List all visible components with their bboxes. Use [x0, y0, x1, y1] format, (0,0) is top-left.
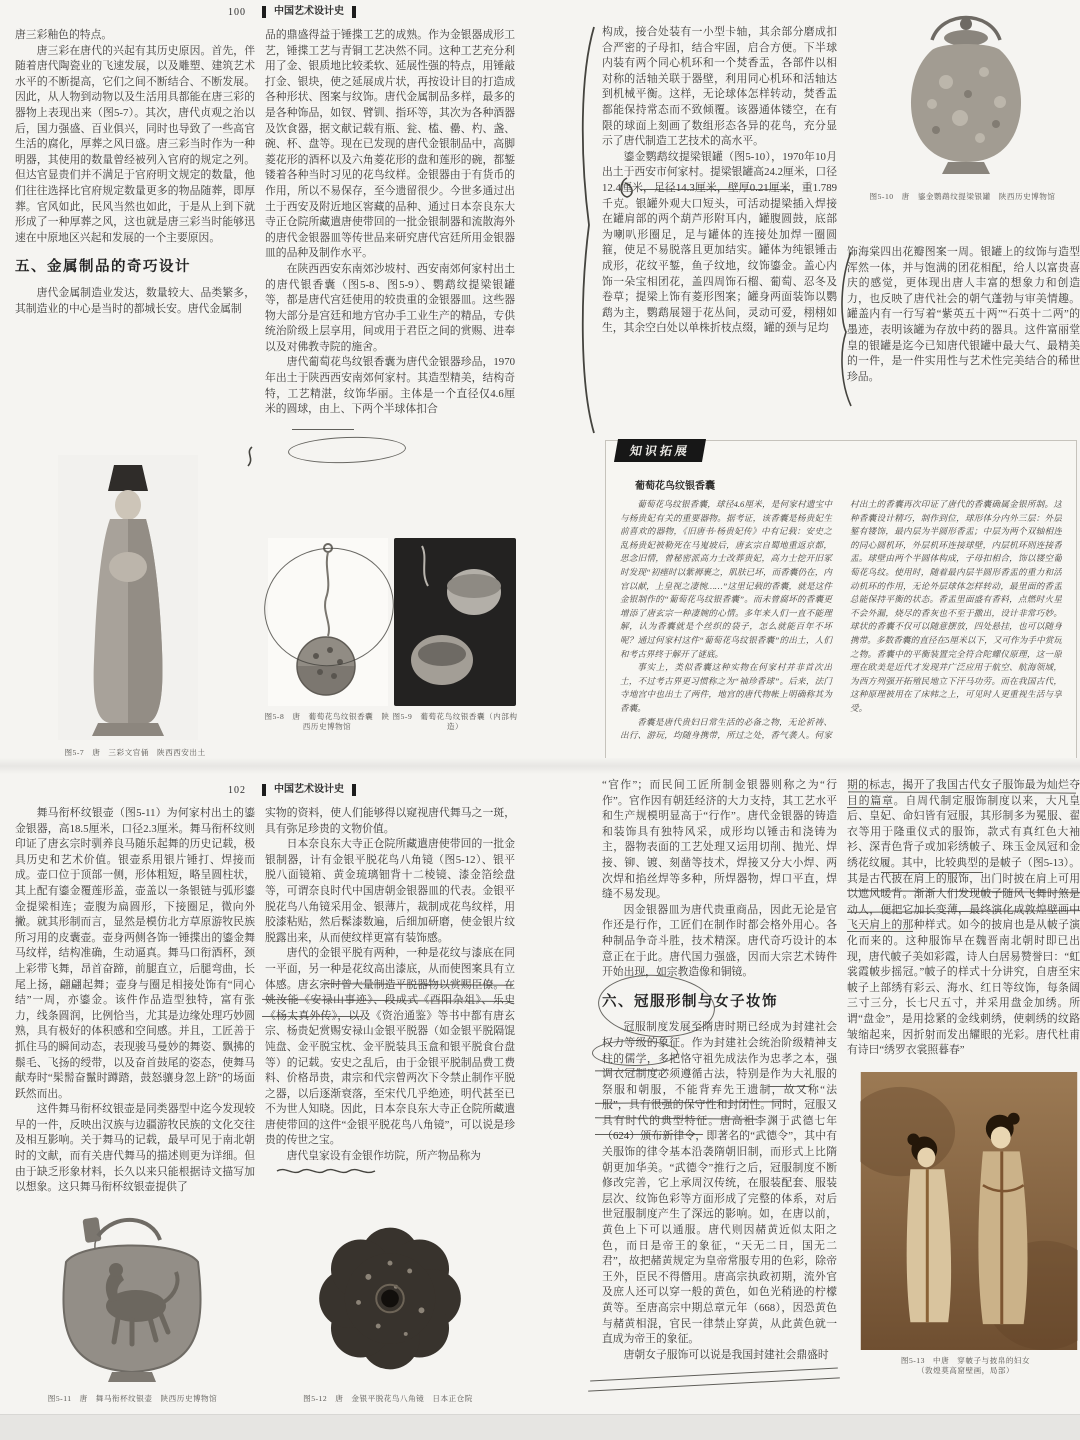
- body-paragraph: 葡萄花鸟纹银香囊，球径4.6厘米，是何家村遗宝中与杨贵妃有关的重要器物。据考证，该香囊是杨贵妃生前喜欢的器物，《旧唐书·杨贵妃传》中有记载：安史之乱杨贵妃被勒死在马嵬坡后，唐玄宗自蜀地重返京都，思念旧情，曾秘密派高力士改葬贵妃，高力士挖开旧冢时发现“初瘗时以紫褥裹之，肌肤已坏，而香囊仍在，内官以献，上皇视之凄惋……”这里记载的香囊，就是这件金银制作的“葡萄花鸟纹银香囊”。而未曾腐坏的香囊更增添了唐玄宗一种凄婉的心情。多年来人们一直不能理解，认为香囊就是个丝织的袋子，怎么就能百年不坏呢？通过何家村这件“葡萄花鸟纹银香囊”的出土，人们和考古界终于解开了谜底。: [620, 499, 832, 659]
- p101-column-1: [602, 25, 837, 437]
- body-paragraph: 香囊是唐代贵妇日常生活的必备之物，无论祈祷、出行、游玩，均随身携带，所过之处，香气袭人。何家村出土的香囊再次印证了唐代的香囊确属金银所制。这种香囊设计精巧，制作到位，球形体分内外三层：外层錾有镂饰，最内层为半圆形香盂；中层为两个双轴相连的同心圆机环，外层机环连接球壁，内层机环则连接香盂。球壁由两个半圆体构成，子母扣相合，饰以镂空葡萄花鸟纹。使用时，随着最内层半圆形香盂的重力和活动机环的作用，无论外层球体怎样转动，最里面的香盂总能保持平衡的状态。香盂里面盛有香料，点燃时火星不会外漏，烧尽的香灰也不至于撒出，设计非常巧妙。球状的香囊不仅可以随意摆放，四处悬挂，也可以随身携带。多数香囊的直径在5厘米以下，又可作为手中赏玩之物。香囊中的平衡装置完全符合陀螺仪原理，这一原理在欧美是近代才发现并广泛应用于航空、航海领域，为西方列强开拓殖民地立下汗马功劳。而在我国古代，这种原理被用在了床帏之上，可见时人更重视生活与享受。: [620, 499, 1062, 741]
- body-paragraph: 因金银器皿为唐代贵重商品，因此无论是官作还是行作，工匠们在制作时都会格外用心。各种制品争奇斗胜，技术精深。唐代奇巧设计的本意正在于此。唐代国力强盛，因而大宗艺术铸件开始出现，如宗教造像和铜镜。: [602, 903, 837, 979]
- p102-column-1: [15, 806, 255, 1206]
- p103-column-2: [847, 778, 1080, 1068]
- section-heading-6: 六、冠服形制与女子妆饰: [602, 993, 778, 1010]
- body-paragraph: 舞马衔杯纹银壶（图5-11）为何家村出土的鎏金银器，高18.5厘米，口径2.3厘米。舞马衔杯纹则印证了唐玄宗时驯养良马随乐起舞的历史记载，极具历史和艺术价值。银壶系用银片锤打、焊接而成。壶口位于顶部一侧，形体粗短，略呈圆柱状，其上配有鎏金覆莲形盖，壶盖以一条银链与弧形鎏金提梁相连；壶腹为扁圆形，下接圈足，微向外撇。就其形制而言，显然是模仿北方草原游牧民族所习用的皮囊壶。壶身两侧各饰一锤揲出的鎏金舞马纹样，结构准确，生动逼真。舞马口衔酒杯，颈上彩带飞舞，昂首奋蹄，前腿直立，后腿弯曲，长尾上扬，翩翩起舞；壶身与圈足相接处饰有“同心结”一周，亦鎏金。该件作品造型独特，富有张力，线条圆润，比例恰当，尤其是边缘处理巧妙圆熟，具有极好的体积感和空间感。并且，工匠善于抓住马的瞬间动态，表现骏马曼妙的舞姿、飘拂的鬃毛、飞扬的绶带，以及奋首鼓尾的姿态，使舞马献寿时“髤髵奋鬣时蹲踏，鼓怒骧身忽上跻”的场面跃然而出。: [15, 807, 255, 1100]
- p101-column-2: [847, 245, 1080, 435]
- page-seam: [0, 758, 1080, 774]
- body-paragraph: 期的标志，揭开了我国古代女子服饰最为灿烂夺目的篇章。自周代制定服饰制度以来，大凡皇后、皇妃、命妇皆有冠服，其形制多为冕服、翟衣等用于隆重仪式的服饰，款式有真红色大袖衫、深青色背子或加彩绣帔子、珠玉金凤冠和金绣花纹履。其中，比较典型的是帔子（图5-13）。其是古代披在肩上的服饰，出门时披在肩上可用以遮风暖背。渐渐人们发现帔子随风飞舞时煞是动人，便把它加长变薄，最终演化成敦煌壁画中飞天肩上的那种样式。如今的披肩也是从帔子演化而来的。这种服饰早在魏晋南北朝时即已出现，唐代帔子美如彩霞，诗人白居易赞誉曰：“虹裳霞帔步摇冠。”帔子的样式十分讲究，自唐至宋帔子上部绣有彩云、海水、红日等纹饰，每条阔三寸三分，长七尺五寸，并采用盘金加绣。所谓“盘金”，是用捻紧的金线刺绣，使刺绣的纹路皱缩起来，因折射而发出耀眼的光彩。唐代杜甫有诗曰“绣罗衣裳照暮春”: [847, 779, 1080, 1057]
- figure-5-10-photo: [868, 6, 1063, 183]
- body-paragraph: 构成，接合处装有一小型卡轴，其余部分磨成扣合严密的子母扣，结合牢固，启合方便。下半球内装有两个同心机环和一个焚香盂，各部件以相对称的活轴关联于器壁，利用同心机环和活轴达到机械平衡。这样，无论球体怎样转动，焚香盂都能保持常态而不致倾覆。该器通体镂空，在有限的球面上刻画了数组形态各异的花鸟，充分显示了唐代制造工艺技术的高水平。: [602, 26, 837, 148]
- knowledge-box-label: 知识拓展: [614, 439, 706, 462]
- body-paragraph: 品的鼎盛得益于锤揲工艺的成熟。作为金银器成形工艺，锤揲工艺与青铜工艺决然不同。这种工艺充分利用了金、银质地比较柔软、延展性强的特点，用锤敲打金、银块，使之延展成片状，再按设计目的打造成各种形状、图案与纹饰。唐代金属制品多样，最多的是各种饰品，如钗、臂钏、指环等，其次为各种酒器及饮食器，据文献记载有瓶、瓮、榼、罍、杓、盏、碗、杯、盘等。现在已发现的唐代金银制品中，高脚菱花形的酒杯以及六角菱花形的盘和莲形的碗，都錾镂着各种当时习见的花鸟纹样。金银器由于有货币的作用，所以不易保存，至今遗留很少。今世多通过出土于西安及附近地区窖藏的品种、通过日本奈良东大寺正仓院所藏遣唐使带回的一批金银制器和流散海外的唐代金银器皿等传世品来研究唐代宫廷所用金银器皿的品种及制作水平。: [265, 29, 515, 260]
- figure-5-8-caption: 图5-8 唐 葡萄花鸟纹银香囊 陕西历史博物馆: [264, 712, 390, 731]
- figure-5-13-caption: 图5-13 中唐 穿帔子与披帛的妇女 （敦煌莫高窟壁画，局部）: [900, 1356, 1031, 1375]
- figure-5-7-photo: [58, 455, 198, 745]
- body-paragraph: 唐代的金银平脱有两种，一种是花纹与漆底在同一平面，另一种是花纹高出漆底，从而使图案具有立体感。唐玄宗时曾大量制造平脱器物以赏赐臣僚。在姚汝能《安禄山事迹》、段成式《酉阳杂俎》、乐史《杨太真外传》，以及《资治通鉴》等书中都有唐玄宗、杨贵妃赏赐安禄山金银平脱器（如金银平脱隔馄饨盘、金平脱宝枕、金平脱装具玉盒和银平脱食台盘等）的记载。安史之乱后，由于金银平脱制品费工费料、价格昂贵，肃宗和代宗曾两次下令禁止制作平脱之器，以后逐渐衰落，至宋代几乎绝迹，明代甚至已不为世人知晓。因此，日本奈良东大寺正仓院所藏遣唐使带回的这件“金银平脱花鸟八角镜”，可以说是珍贵的传世之宝。: [265, 947, 515, 1147]
- figure-5-10-caption: 图5-10 唐 鎏金鹦鹉纹提梁银罐 陕西历史博物馆: [869, 192, 1056, 201]
- running-title: 中国艺术设计史: [262, 6, 356, 18]
- body-paragraph: 日本奈良东大寺正仓院所藏遣唐使带回的一批金银制器，计有金银平脱花鸟八角镜（图5-12）、银平脱八面镜箱、黄金琉璃钿背十二棱镜、漆金箔绘盘等，可谓奈良时代中国唐朝金银器皿的代表。金银平脱花鸟八角镜采用金、银薄片，裁制成花鸟纹样，用胶漆粘贴，然后髹漆数遍，后细加研磨，使金银片纹脱露出来，从而使纹样更富有装饰感。: [265, 838, 515, 944]
- knowledge-expansion-box: [605, 440, 1077, 766]
- pen-squiggle: [244, 446, 256, 468]
- figure-5-12-caption: 图5-12 唐 金银平脱花鸟八角镜 日本正仓院: [303, 1394, 473, 1403]
- figure-5-11-caption: 图5-11 唐 舞马衔杯纹银壶 陕西历史博物馆: [47, 1394, 218, 1403]
- knowledge-box-text: [620, 498, 1062, 746]
- figure-5-7-caption: 图5-7 唐 三彩文官俑 陕西西安出土: [64, 748, 206, 757]
- scan-bottom-margin: [0, 1414, 1080, 1440]
- body-paragraph: 在陕西西安东南郊沙坡村、西安南郊何家村出土的唐代银香囊（图5-8、图5-9）、鹦鹉纹提梁银罐等，都是唐代宫廷使用的较贵重的金银器皿。这些器物大部分是宫廷和地方官办手工业生产的精品，专供统治阶级上层享用，间或用于君臣之间的赏赐、进奉以及对佛教寺院的施舍。: [265, 262, 515, 353]
- p100-column-1: [15, 28, 255, 448]
- body-paragraph: 实物的资料，使人们能够得以窥视唐代舞马之一斑，具有弥足珍贵的文物价值。: [265, 807, 515, 835]
- page-header-100: [228, 6, 356, 18]
- knowledge-box-title: 葡萄花鸟纹银香囊: [635, 481, 715, 492]
- body-paragraph: 唐代葡萄花鸟纹银香囊为唐代金银器珍品，1970年出土于陕西西安南郊何家村。其造型精美，结构奇特，工艺精湛，纹饰华丽。主体是一个直径仅4.6厘米的圆球，由上、下两个半球体扣合: [265, 356, 515, 416]
- figure-5-13-photo: [860, 1072, 1078, 1355]
- body-paragraph: 唐三彩釉色的特点。: [15, 29, 113, 41]
- section-heading-5: 五、金属制品的奇巧设计: [15, 259, 191, 276]
- body-paragraph: 冠服制度发展至隋唐时期已经成为封建社会权力等级的象征。作为封建社会统治阶级精神支柱的儒学，多把恪守祖先成法作为忠孝之本，强调衣冠制度必须遵循古法，特别是作为大礼服的祭服和朝服，不能背弃先王遗制，故又称“法服”，具有很强的保守性和封闭性。同时，冠服又具有时代的典型特征。唐高祖李渊于武德七年（624）颁布新律令，即著名的“武德令”，其中有关服饰的律令基本沿袭隋朝旧制，而形式上比隋朝更加华美。“武德令”推行之后，冠服制度不断修改完善，它上承周汉传统，在服装配套、服装层次、纹饰色彩等方面形成了完整的体系，对后世冠服制度产生了深远的影响。如，在唐以前，黄色上下可以通服。唐代则因赭黄近似太阳之色，而日是帝王的象征，“天无二日，国无二君”，故把赭黄规定为皇帝常服专用的色彩，除帝王外，臣民不得僭用。唐高宗执政初期，流外官及庶人还可以穿一般的黄色，如色光稍逊的柠檬黄等。至唐高宗中期总章元年（668），因恐黄色与赭黄相混，官民一律禁止穿黄，从此黄色就一直成为帝王的象征。: [602, 1021, 837, 1346]
- running-title: 中国艺术设计史: [262, 784, 356, 796]
- figure-5-9-caption: 图5-9 葡萄花鸟纹银香囊（内部构造）: [392, 712, 518, 731]
- body-paragraph: 唐代金属制造业发达，数量较大、品类繁多，其制造业的中心是当时的都城长安。唐代金属制: [15, 286, 255, 315]
- page-number: 102: [228, 784, 246, 796]
- figure-5-9-photo: [394, 538, 516, 711]
- body-paragraph: 唐朝女子服饰可以说是我国封建社会鼎盛时: [623, 1348, 829, 1361]
- body-paragraph: 鎏金鹦鹉纹提梁银罐（图5-10），1970年10月出土于西安市何家村。提梁银罐高24.2厘米，口径12.4厘米，足径14.3厘米，壁厚0.21厘米，重1.789千克。银罐外观大口短头，可活动提梁插入焊接在罐肩部的两个葫芦形附耳内，罐腹圆鼓，底部为喇叭形圈足，足与罐体的连接处加焊一圈圆箍，使足不易脱落且更加结实。罐体为纯银锤击成形，花纹平錾，鱼子纹地，纹饰鎏金。盖心内饰一朵宝相团花，盖四周饰石榴、葡萄、忍冬及卷草；提梁上饰有菱形图案；罐身两面装饰以鹦鹉为主，鹦鹉展翅于花丛间，灵动可爱，栩栩如生，其余空白处以单株折枝点缀，罐的颈与足均: [602, 150, 837, 335]
- figure-5-8-photo: [268, 538, 388, 711]
- body-paragraph: 饰海棠四出花瓣图案一周。银罐上的纹饰与造型浑然一体，并与饱满的团花相配，给人以富贵喜庆的感觉，更体现出唐人丰富的想象力和创造力，也反映了唐代社会的朝气蓬勃与审美情趣。罐盖内有一行写着“紫英五十两”“石英十二两”的墨迹，表明该罐为存放中药的器具。这件富丽堂皇的银罐是迄今已知唐代银罐中最大气、最精美的一件，是一件实用性与艺术性完美结合的稀世珍品。: [847, 246, 1080, 383]
- p103-column-1: [602, 778, 837, 1393]
- p100-column-2: [265, 28, 515, 533]
- body-paragraph: 这件舞马衔杯纹银壶是同类器型中迄今发现较早的一件，反映出汉族与边疆游牧民族的文化交往及相互影响。关于舞马的记载，最早可见于南北朝时的文献，而有关唐代舞马的描述则更为详细。但由于缺乏形象材料，长久以来只能根据诗文描写加以想象。这只舞马衔杯纹银壶提供了: [15, 1103, 255, 1194]
- page-number: 100: [228, 6, 246, 18]
- body-paragraph: 事实上，类似香囊这种实物在何家村并非首次出土，不过考古界更习惯称之为“袖珍香球”。后来，法门寺地宫中也出土了两件，地宫的唐代物帐上明确称其为香囊。: [620, 662, 832, 713]
- p102-column-2: [265, 806, 515, 1206]
- figure-5-11-photo: [32, 1210, 232, 1395]
- figure-5-12-photo: [298, 1208, 483, 1395]
- page-header-102: [228, 784, 356, 796]
- body-paragraph: 唐代皇家设有金银作坊院，所产物品称为: [286, 1150, 481, 1163]
- pen-brace: [578, 25, 598, 437]
- body-paragraph: 唐三彩在唐代的兴起有其历史原因。首先，伴随着唐代陶瓷业的飞速发展，以及雕塑、建筑艺术水平的不断提高，它们之间不断结合、不断发展。因此，从人物到动物以及生活用具都能在唐三彩的器物上表现出来（图5-7）。其次，唐代贞观之治以后，国力强盛、百业俱兴，同时也导致了一些高官生活的腐化，厚葬之风日盛。唐三彩当时作为一种明器，其使用的数量曾经被列入官府的规定之列。但达官显贵们并不满足于官府明文规定的数量，他们往往选择比官府规定数量更多的物品随葬，即厚葬。官风如此，民风当然也如此，于是从上到下就形成了一种厚葬之风，这也就是唐三彩当时能够迅速在中原地区兴起和发展的一个主要原因。: [15, 44, 255, 244]
- body-paragraph: “官作”；而民间工匠所制金银器则称之为“行作”。官作因有朝廷经济的大力支持，其工艺水平和生产规模明显高于“行作”。唐代金银器的铸造和装饰具有独特风采，成形均以锤击和浇铸为主，器物表面的工艺处理又运用切削、抛光、焊接、铆、镀、刻凿等技术，焊接又分大小焊、两次焊和掐丝焊等多种，所焊器物，焊口平直，焊缝不易发现。: [602, 779, 837, 901]
